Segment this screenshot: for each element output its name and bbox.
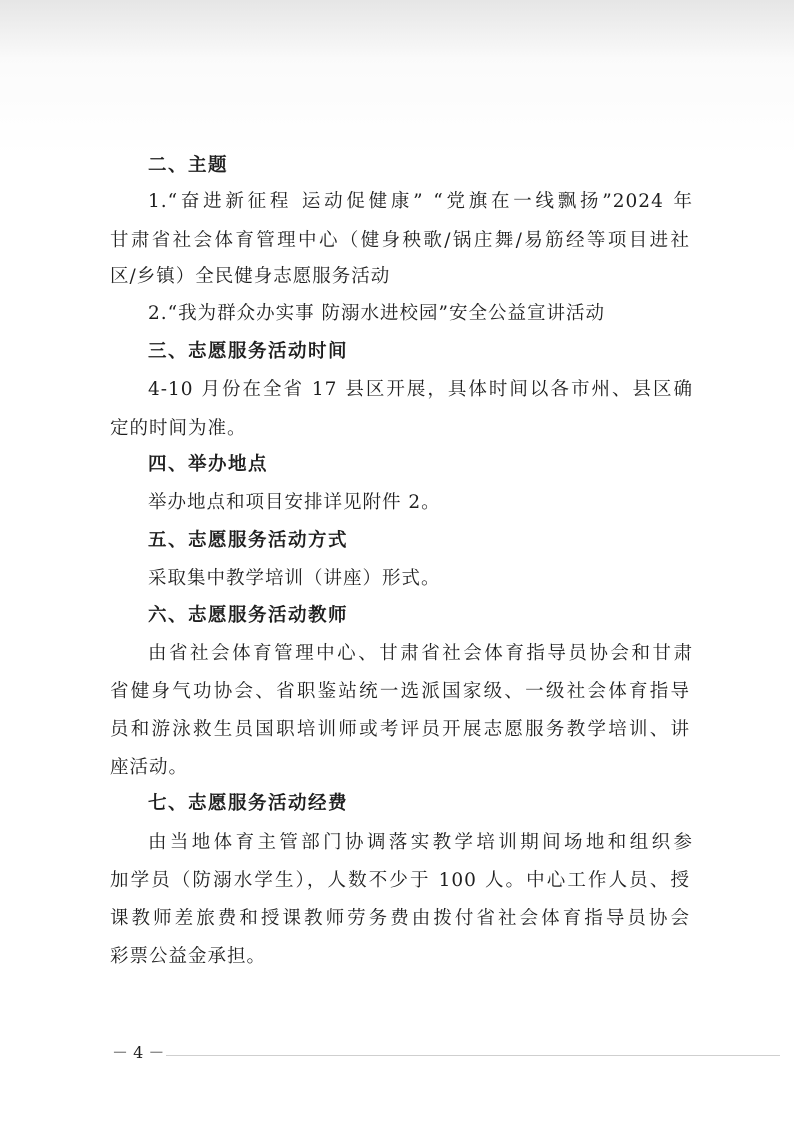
teachers-line2: 省健身气功协会、省职鉴站统一选派国家级、一级社会体育指导	[110, 681, 690, 702]
location-line1: 举办地点和项目安排详见附件 2。	[148, 492, 441, 513]
section-heading-funding: 七、志愿服务活动经费	[148, 793, 349, 814]
time-line1: 4-10 月份在全省 17 县区开展，具体时间以各市州、县区确	[148, 379, 693, 400]
teachers-line4: 座活动。	[110, 757, 189, 778]
section-heading-theme: 二、主题	[148, 155, 229, 176]
section-heading-location: 四、举办地点	[148, 454, 269, 475]
theme-item1-line3: 区/乡镇）全民健身志愿服务活动	[110, 266, 391, 287]
theme-item1-line1: 1.“奋进新征程 运动促健康” “党旗在一线飘扬”2024 年	[148, 191, 693, 212]
funding-line2: 加学员（防溺水学生），人数不少于 100 人。中心工作人员、授	[110, 870, 690, 891]
scan-shadow	[0, 0, 794, 60]
teachers-line1: 由省社会体育管理中心、甘肃省社会体育指导员协会和甘肃	[148, 643, 693, 664]
teachers-line3: 员和游泳救生员国职培训师或考评员开展志愿服务教学培训、讲	[110, 719, 690, 740]
time-line2: 定的时间为准。	[110, 418, 247, 439]
funding-line4: 彩票公益金承担。	[110, 946, 267, 967]
footer-divider	[118, 1055, 780, 1056]
section-heading-teachers: 六、志愿服务活动教师	[148, 605, 349, 626]
theme-item2: 2.“我为群众办实事 防溺水进校园”安全公益宣讲活动	[148, 303, 605, 324]
theme-item1-line2: 甘肃省社会体育管理中心（健身秧歌/锅庄舞/易筋经等项目进社	[110, 230, 690, 251]
section-heading-method: 五、志愿服务活动方式	[148, 530, 349, 551]
funding-line3: 课教师差旅费和授课教师劳务费由拨付省社会体育指导员协会	[110, 908, 690, 929]
page-number: － 4 －	[108, 1041, 166, 1065]
funding-line1: 由当地体育主管部门协调落实教学培训期间场地和组织参	[148, 832, 693, 853]
section-heading-time: 三、志愿服务活动时间	[148, 341, 349, 362]
method-line1: 采取集中教学培训（讲座）形式。	[148, 568, 441, 589]
